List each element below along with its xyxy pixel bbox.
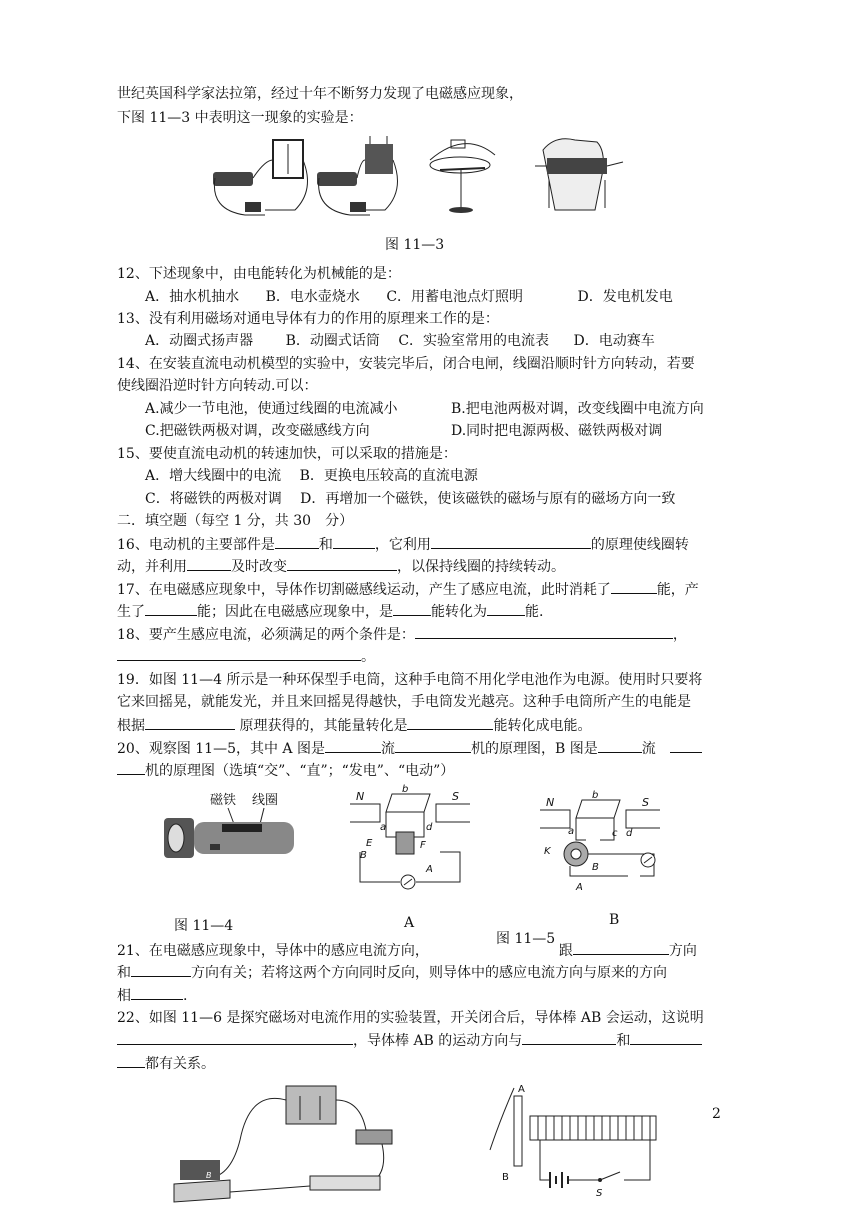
figure-11-5-a-label: A bbox=[404, 915, 415, 931]
figure-11-6-apparatus bbox=[160, 1080, 410, 1212]
fig-b-label-a: A bbox=[576, 882, 583, 893]
q18-text-3: 。 bbox=[361, 649, 375, 665]
q22-line-2 bbox=[117, 1030, 702, 1051]
q19-text-1: 根据 bbox=[117, 718, 145, 734]
fig-a-n-pole: N bbox=[356, 790, 365, 803]
q15-options-ab bbox=[145, 466, 478, 486]
q15-option-d: D．再增加一个磁铁，使该磁铁的磁场与原有的磁场方向一致 bbox=[300, 491, 676, 507]
q22-blank-4[interactable] bbox=[117, 1053, 145, 1068]
q17-blank-1[interactable] bbox=[611, 579, 657, 594]
q21-text-2: 跟 bbox=[558, 943, 573, 959]
q20-blank-4[interactable] bbox=[670, 738, 702, 753]
section-2-heading: 二．填空题（每空 1 分，共 30 分） bbox=[117, 513, 354, 529]
fig11-3-panel-2 bbox=[317, 136, 398, 215]
q17-blank-4[interactable] bbox=[487, 601, 525, 616]
q20-blank-2[interactable] bbox=[395, 738, 471, 753]
flashlight-coil-label: 线圈 bbox=[252, 793, 279, 808]
q18-line-1 bbox=[117, 624, 687, 645]
q14-option-c: C.把磁铁两极对调，改变磁感线方向 bbox=[145, 423, 370, 439]
fig-b-label-d-small: d bbox=[626, 828, 633, 839]
q19-blank-1[interactable] bbox=[145, 715, 235, 730]
q19-line-3 bbox=[117, 715, 591, 736]
figure-11-5-b bbox=[530, 790, 670, 896]
q22-blank-1[interactable] bbox=[117, 1030, 353, 1045]
q19-text-3: 能转化成电能。 bbox=[493, 718, 592, 734]
q16-blank-3[interactable] bbox=[431, 534, 591, 549]
fig-a-label-f: F bbox=[420, 840, 426, 851]
q18-text-2: ， bbox=[672, 627, 687, 643]
q16-text-5: 动，并利用 bbox=[117, 559, 187, 575]
q21-text-1: 21、在电磁感应现象中，导体中的感应电流方向， bbox=[117, 943, 429, 959]
q14-option-d: D.同时把电源两极、磁铁两极对调 bbox=[451, 423, 663, 439]
q17-blank-3[interactable] bbox=[393, 601, 431, 616]
fig-a-label-a-small: a bbox=[380, 822, 387, 833]
q14-option-b: B.把电池两极对调，改变线圈中电流方向 bbox=[451, 401, 704, 417]
q12-stem: 12、下述现象中，由电能转化为机械能的是： bbox=[117, 266, 401, 282]
q16-text-7: ，以保持线圈的持续转动。 bbox=[397, 559, 565, 575]
q17-text-6: 能. bbox=[525, 604, 544, 620]
q18-blank-1[interactable] bbox=[415, 624, 673, 639]
fig-b-s-pole: S bbox=[642, 796, 649, 809]
q12-option-b: B．电水壶烧水 bbox=[265, 289, 360, 305]
q12-options bbox=[145, 287, 673, 307]
intro-line-1: 世纪英国科学家法拉第，经过十年不断努力发现了电磁感应现象， bbox=[117, 86, 523, 102]
q14-options-ab bbox=[145, 399, 704, 419]
q19-text-2: 原理获得的，其能量转化是 bbox=[235, 718, 408, 734]
q17-text-1: 17、在电磁感应现象中，导体作切割磁感线运动，产生了感应电流，此时消耗了 bbox=[117, 582, 611, 598]
q20-text-3: 机的原理图，B 图是 bbox=[471, 741, 598, 757]
q15-option-a: A．增大线圈中的电流 bbox=[145, 468, 282, 484]
q13-option-c: C．实验室常用的电流表 bbox=[398, 333, 550, 349]
q22-line-3 bbox=[117, 1053, 215, 1074]
q15-option-c: C．将磁铁的两极对调 bbox=[145, 491, 282, 507]
figure-11-4 bbox=[160, 788, 300, 868]
q17-blank-2[interactable] bbox=[145, 601, 197, 616]
battery-icon bbox=[286, 1086, 336, 1124]
q22-text-2: ，导体棒 AB 的运动方向与 bbox=[353, 1033, 523, 1049]
q14-option-a: A.减少一节电池，使通过线圈的电流减小 bbox=[145, 401, 398, 417]
q16-text-3: ，它利用 bbox=[374, 537, 431, 553]
q13-option-b: B．动圈式话筒 bbox=[285, 333, 380, 349]
fig11-3-panel-1 bbox=[213, 140, 308, 215]
q21-blank-3[interactable] bbox=[131, 985, 183, 1000]
q22-line-1: 22、如图 11—6 是探究磁场对电流作用的实验装置，开关闭合后，导体棒 AB 会运动，这说明 bbox=[117, 1010, 704, 1026]
fig-a-label-e: E bbox=[366, 838, 373, 849]
figure-11-5-caption: 图 11—5 bbox=[496, 931, 556, 947]
circuit-label-b: B bbox=[502, 1172, 509, 1183]
apparatus-label-b: B bbox=[206, 1171, 212, 1180]
q13-stem: 13、没有利用磁场对通电导体有力的作用的原理来工作的是： bbox=[117, 311, 499, 327]
switch-icon bbox=[356, 1130, 392, 1144]
switch-lever-icon bbox=[600, 1172, 620, 1180]
fig-b-n-pole: N bbox=[546, 796, 555, 809]
q15-options-cd bbox=[145, 489, 675, 509]
fig-b-label-b-small: b bbox=[592, 790, 599, 801]
q22-text-4: 都有关系。 bbox=[145, 1056, 215, 1072]
q15-stem: 15、要使直流电动机的转速加快，可以采取的措施是： bbox=[117, 446, 457, 462]
q14-stem-1: 14、在安装直流电动机模型的实验中，安装完毕后，闭合电闸，线圈沿顺时针方向转动，若要 bbox=[117, 356, 695, 372]
q16-blank-1[interactable] bbox=[275, 534, 319, 549]
q21-blank-2[interactable] bbox=[131, 962, 191, 977]
flashlight-magnet-label: 磁铁 bbox=[210, 793, 237, 808]
q22-blank-2[interactable] bbox=[522, 1030, 616, 1045]
q20-text-2: 流 bbox=[381, 741, 395, 757]
q22-text-3: 和 bbox=[616, 1033, 631, 1049]
q21-text-3: 方向 bbox=[668, 943, 697, 959]
figure-11-3-caption: 图 11—3 bbox=[385, 237, 445, 253]
q16-text-6: 及时改变 bbox=[231, 559, 287, 575]
fig11-3-panel-4 bbox=[535, 139, 623, 210]
q18-blank-2[interactable] bbox=[117, 646, 361, 661]
q16-blank-2[interactable] bbox=[333, 534, 375, 549]
circuit-switch-label: S bbox=[596, 1188, 603, 1199]
q21-text-6: 相 bbox=[117, 988, 131, 1004]
q22-blank-3[interactable] bbox=[630, 1030, 702, 1045]
figure-11-5-b-label: B bbox=[609, 912, 620, 928]
q17-text-2: 能，产 bbox=[656, 582, 699, 598]
fig-b-label-b: B bbox=[592, 862, 599, 873]
q12-option-a: A．抽水机抽水 bbox=[145, 289, 240, 305]
figure-11-5-a bbox=[340, 782, 480, 902]
fig-a-label-d-small: d bbox=[426, 822, 433, 833]
q17-text-4: 能；因此在电磁感应现象中，是 bbox=[197, 604, 393, 620]
q16-blank-4[interactable] bbox=[187, 556, 231, 571]
q16-text-2: 和 bbox=[318, 537, 333, 553]
q16-blank-5[interactable] bbox=[287, 556, 397, 571]
q20-line-2 bbox=[117, 760, 454, 781]
q20-text-5: 机的原理图（选填“交”、“直”；“发电”、“电动”） bbox=[145, 763, 455, 779]
solenoid-icon bbox=[530, 1116, 656, 1140]
q12-option-d: D．发电机发电 bbox=[577, 289, 673, 305]
q16-text-1: 16、电动机的主要部件是 bbox=[117, 537, 275, 553]
fig-b-label-c-small: c bbox=[612, 828, 618, 839]
q14-options-cd bbox=[145, 421, 662, 441]
q21-blank-1[interactable] bbox=[573, 940, 669, 955]
fig-b-label-a-small: a bbox=[568, 826, 575, 837]
q12-option-c: C．用蓄电池点灯照明 bbox=[386, 289, 524, 305]
q20-text-4: 流 bbox=[641, 741, 656, 757]
fig-a-label-b-small: b bbox=[402, 784, 409, 795]
q16-line-1 bbox=[117, 534, 689, 555]
q17-line-1 bbox=[117, 579, 699, 600]
figure-11-6-circuit bbox=[480, 1080, 680, 1212]
fig11-3-panel-3 bbox=[430, 140, 495, 213]
q14-stem-2: 使线圈沿逆时针方向转动.可以： bbox=[117, 378, 318, 394]
q20-blank-3[interactable] bbox=[598, 738, 642, 753]
q17-text-5: 能转化为 bbox=[431, 604, 487, 620]
q18-line-2 bbox=[117, 646, 375, 667]
q19-blank-2[interactable] bbox=[407, 715, 493, 730]
rheostat-icon bbox=[310, 1176, 380, 1190]
q16-line-2 bbox=[117, 556, 565, 577]
circuit-label-a: A bbox=[518, 1084, 525, 1095]
q19-line-2: 它来回摇晃，就能发光，并且来回摇晃得越快，手电筒发光越亮。这种手电筒所产生的电能是 bbox=[117, 694, 691, 710]
q17-text-3: 生了 bbox=[117, 604, 145, 620]
q15-option-b: B．更换电压较高的直流电源 bbox=[299, 468, 478, 484]
q17-line-2 bbox=[117, 601, 543, 622]
fig-a-label-b: B bbox=[360, 850, 367, 861]
q13-option-d: D．电动赛车 bbox=[573, 333, 655, 349]
intro-line-2: 下图 11—3 中表明这一现象的实验是： bbox=[117, 110, 363, 126]
q20-line-1 bbox=[117, 738, 702, 759]
fig-a-s-pole: S bbox=[452, 790, 459, 803]
page-number: 2 bbox=[712, 1106, 721, 1122]
q20-blank-5[interactable] bbox=[117, 760, 145, 775]
fig-b-label-k: K bbox=[544, 846, 551, 857]
flashlight-icon bbox=[164, 818, 294, 858]
q16-text-4: 的原理使线圈转 bbox=[590, 537, 689, 553]
q19-line-1: 19．如图 11—4 所示是一种环保型手电筒，这种手电筒不用化学电池作为电源。使用时只要将 bbox=[117, 672, 703, 688]
q18-text-1: 18、要产生感应电流，必须满足的两个条件是： bbox=[117, 627, 415, 643]
q21-line-3 bbox=[117, 985, 187, 1006]
q21-line-2 bbox=[117, 962, 667, 983]
fig-a-label-a: A bbox=[426, 864, 433, 875]
q21-text-7: . bbox=[183, 988, 188, 1004]
q20-blank-1[interactable] bbox=[325, 738, 381, 753]
q13-option-a: A．动圈式扬声器 bbox=[145, 333, 254, 349]
q21-line-1 bbox=[117, 940, 697, 961]
q13-options bbox=[145, 331, 655, 351]
figure-11-4-caption: 图 11—4 bbox=[174, 918, 234, 934]
q21-text-4: 和 bbox=[117, 965, 131, 981]
figure-11-3 bbox=[205, 130, 625, 230]
q20-text-1: 20、观察图 11—5，其中 A 图是 bbox=[117, 741, 325, 757]
q21-text-5: 方向有关；若将这两个方向同时反向，则导体中的感应电流方向与原来的方向 bbox=[191, 965, 667, 981]
